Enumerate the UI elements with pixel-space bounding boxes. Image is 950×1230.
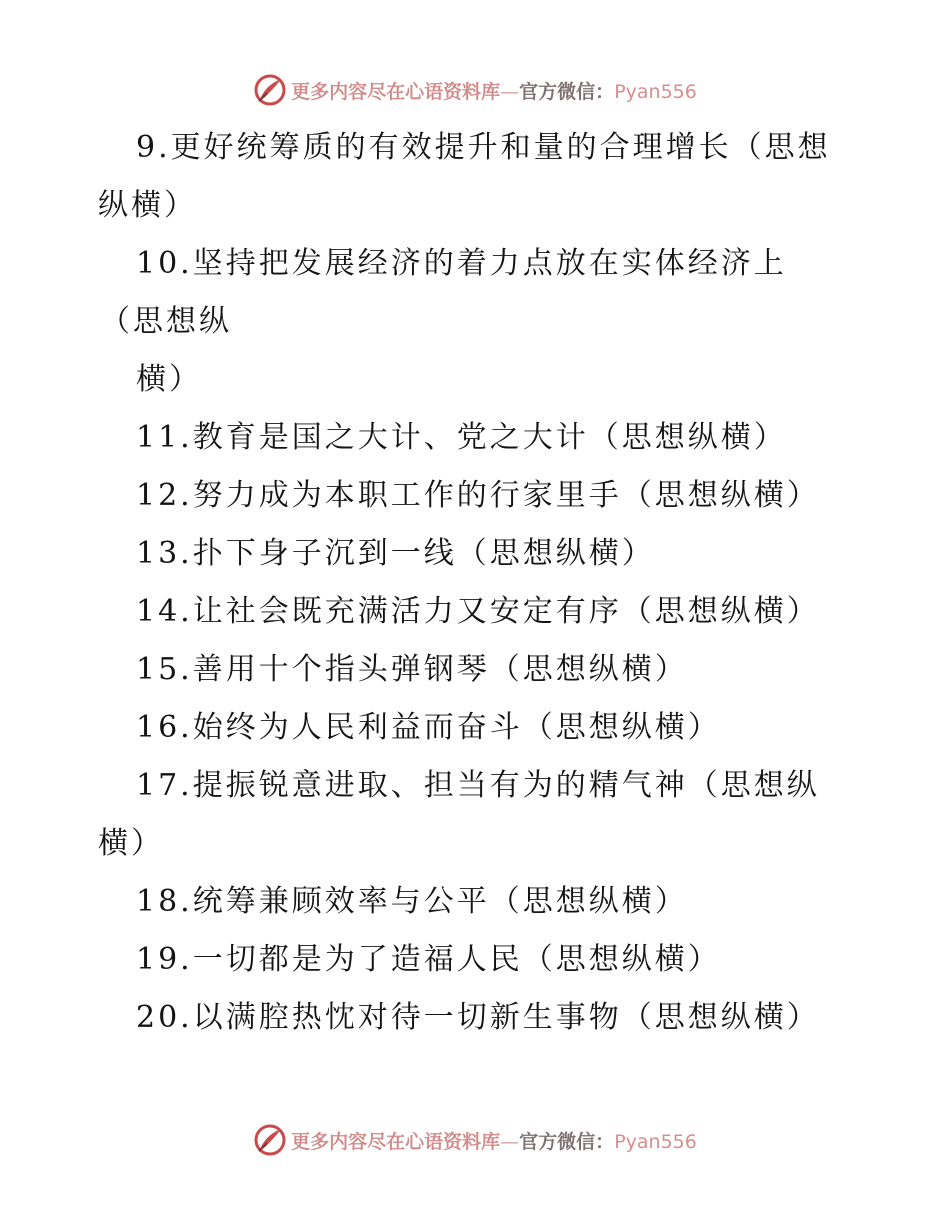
list-item-14: 14.让社会既充满活力又安定有序（思想纵横） [136, 594, 820, 629]
list-item-11: 11.教育是国之大计、党之大计（思想纵横） [136, 420, 787, 455]
list-item-12: 12.努力成为本职工作的行家里手（思想纵横） [136, 478, 820, 513]
list-item-10: 10.坚持把发展经济的着力点放在实体经济上 [136, 246, 787, 281]
list-item-15: 15.善用十个指头弹钢琴（思想纵横） [136, 652, 688, 687]
list-item-17: 17.提振锐意进取、担当有为的精气神（思想纵 [136, 768, 820, 803]
list-item-16: 16.始终为人民利益而奋斗（思想纵横） [136, 710, 721, 745]
list-item-10-cont: （思想纵 [100, 304, 232, 339]
watermark-text: 更多内容尽在心语资料库—官方微信：Pyan556 [291, 1130, 697, 1153]
list-item-19: 19.一切都是为了造福人民（思想纵横） [136, 942, 721, 977]
list-item-18: 18.统筹兼顾效率与公平（思想纵横） [136, 884, 688, 919]
quill-logo-icon [253, 73, 287, 107]
footer-watermark [0, 1122, 950, 1158]
list-item-9-cont: 纵横） [98, 188, 197, 223]
list-item-17-cont: 横） [98, 826, 164, 861]
list-item-13: 13.扑下身子沉到一线（思想纵横） [136, 536, 655, 571]
watermark-text: 更多内容尽在心语资料库—官方微信：Pyan556 [291, 80, 697, 103]
list-item-10-cont2: 横） [136, 362, 202, 397]
quill-logo-icon [253, 1123, 287, 1157]
header-watermark [0, 72, 950, 108]
list-item-9: 9.更好统筹质的有效提升和量的合理增长（思想 [136, 130, 831, 165]
list-item-20: 20.以满腔热忱对待一切新生事物（思想纵横） [136, 1000, 820, 1035]
